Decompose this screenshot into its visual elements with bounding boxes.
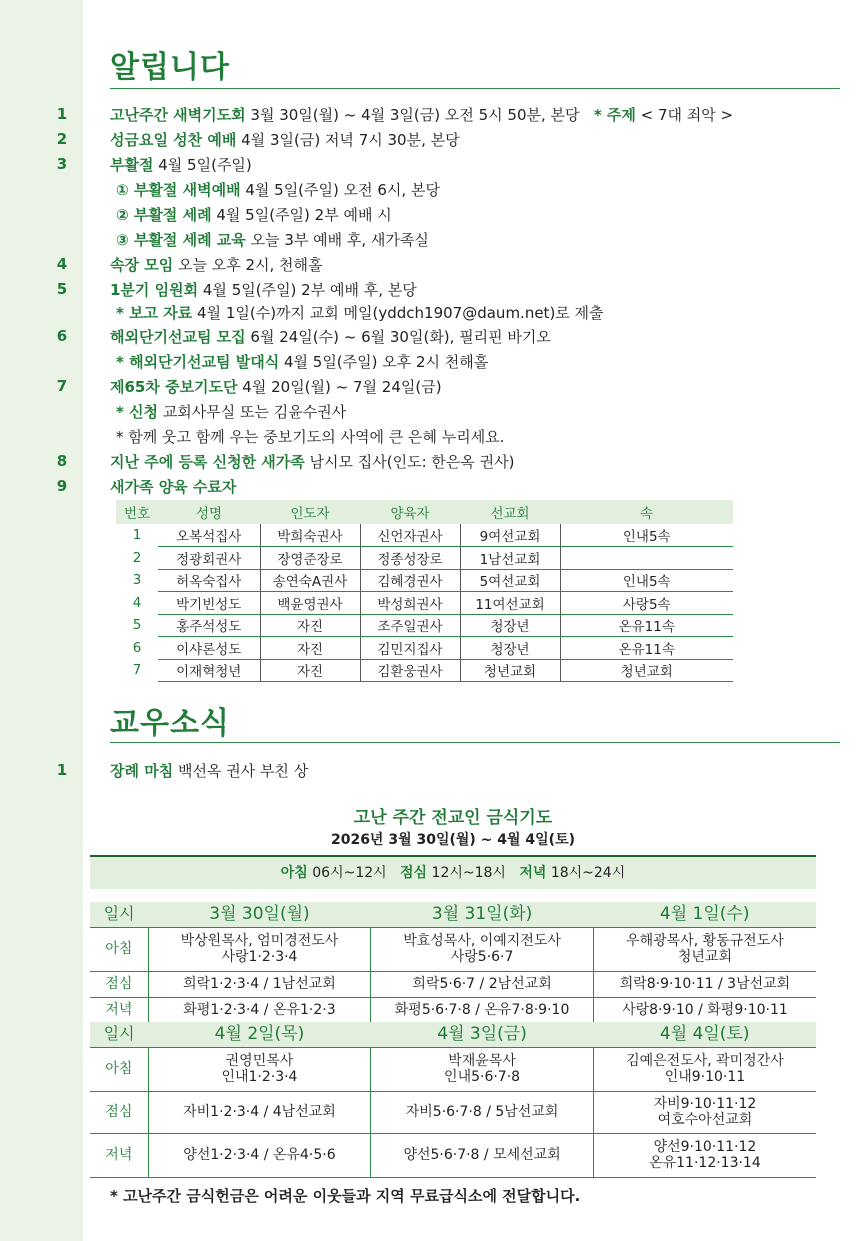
notice-subitem [116,205,392,225]
table-cell: 이재혁청년 [158,659,260,682]
notice-item-body: 오늘 3부 예배 후, 새가족실 [245,231,429,249]
graduates-header-row [116,500,733,524]
schedule-day: 4월 4일(토) [593,1022,816,1047]
table-cell: 허옥숙집사 [158,569,260,592]
schedule-cell-line: 박상원목사, 엄미경전도사 [180,933,339,949]
notice-item-body: 4월 5일(주일) 2부 예배 후, 본당 [198,281,417,299]
notice-item-head: 성금요일 성찬 예배 [110,131,237,149]
notice-item-body: 4월 5일(주일) 오후 2시 천해홀 [279,353,489,371]
graduates-column-header: 속 [560,500,733,524]
notice-item-body: 오늘 오후 2시, 천해홀 [173,256,323,274]
notice-item-body: 4월 5일(주일) [153,156,252,174]
schedule-date-label: 일시 [90,1022,148,1047]
row-number: 7 [132,662,142,679]
table-cell: 이샤론성도 [158,637,260,660]
notice-subitem [116,230,429,250]
notice-item [110,130,460,150]
notice-item-head: ② 부활절 세례 [116,206,212,224]
schedule-cell [371,1091,594,1133]
table-cell: 인내5속 [560,524,733,547]
notice-item-body: 교회사무실 또는 김윤수권사 [158,403,347,421]
notice-item [110,105,733,125]
notice-item [110,327,551,347]
schedule-cell-line: 우해광목사, 황동규전도사 [626,933,784,949]
notice-item-number: 7 [56,377,68,395]
fasting-note: * 고난주간 금식헌금은 어려운 이웃들과 지역 무료급식소에 전달합니다. [110,1187,581,1205]
notice-item-number: 2 [56,130,68,148]
schedule-cell-line: 양선9·10·11·12 [653,1139,757,1155]
table-cell: 정종성장로 [360,547,460,570]
schedule-meal-row [90,927,816,971]
notice-item [110,477,236,497]
schedule-cell [371,1047,594,1091]
notice-item-number: 1 [56,105,68,123]
fasting-title: 고난 주간 전교인 금식기도 [353,808,553,828]
table-cell: 사랑5속 [560,592,733,615]
schedule-meal-label: 저녁 [90,1133,148,1177]
schedule-cell-line: 희락8·9·10·11 / 3남선교회 [619,976,791,992]
table-cell: 박기빈성도 [158,592,260,615]
notice-rule [110,88,840,89]
news-item-head: 장례 마침 [110,762,174,780]
row-number: 6 [132,639,142,656]
table-row [116,569,733,592]
table-cell: 11여선교회 [460,592,560,615]
schedule-cell-line: 박효성목사, 이예지전도사 [403,933,561,949]
schedule-cell [371,1133,594,1177]
table-cell: 자진 [260,659,360,682]
notice-item-head: 지난 주에 등록 신청한 새가족 [110,453,305,471]
schedule-cell-line: 인내1·2·3·4 [221,1069,298,1085]
schedule-cell-line: 사랑5·6·7 [450,949,514,965]
table-row [116,524,733,547]
schedule-cell [593,1091,816,1133]
table-cell: 청장년 [460,637,560,660]
table-cell: 청년교회 [460,659,560,682]
schedule-cell-line: 사랑8·9·10 / 화평9·10·11 [622,1002,788,1018]
notice-item-number: 6 [56,327,68,345]
schedule-cell-line: 화평5·6·7·8 / 온유7·8·9·10 [394,1002,570,1018]
table-cell: 박성희권사 [360,592,460,615]
schedule-meal-label: 점심 [90,971,148,997]
meal-dinner-label: 저녁 [519,865,547,881]
schedule-cell [593,997,816,1023]
schedule-meal-row [90,1047,816,1091]
notice-topic-label: * 주제 [593,106,636,124]
schedule-cell [148,1091,371,1133]
table-cell: 박희숙권사 [260,524,360,547]
fasting-schedule-week1 [90,902,816,1024]
schedule-cell-line: 박재윤목사 [448,1053,516,1069]
row-number: 5 [132,617,142,634]
notice-subitem [116,402,346,422]
meal-dinner-time: 18시~24시 [546,865,626,881]
left-margin-band [0,0,83,1241]
schedule-cell [148,1133,371,1177]
table-cell: 온유11속 [560,637,733,660]
notice-item-head: 1분기 임원회 [110,281,199,299]
schedule-cell-line: 양선1·2·3·4 / 온유4·5·6 [183,1147,336,1163]
schedule-cell-line: 화평1·2·3·4 / 온유1·2·3 [183,1002,336,1018]
graduates-column-header: 양육자 [360,500,460,524]
notice-item-body: 4월 5일(주일) 2부 예배 시 [211,206,392,224]
schedule-meal-row [90,1133,816,1177]
notice-item-head: * 해외단기선교팀 발대식 [116,353,280,371]
notice-item-body: 3월 30일(월) ~ 4월 3일(금) 오전 5시 50분, 본당 [245,106,594,124]
notice-item-head: 고난주간 새벽기도회 [110,106,246,124]
schedule-cell-line: 인내5·6·7·8 [444,1069,521,1085]
row-number: 4 [132,594,142,611]
notice-item-number: 5 [56,280,68,298]
table-cell: 김혜경권사 [360,569,460,592]
schedule-cell-line: 권영민목사 [225,1053,294,1069]
table-cell: 온유11속 [560,614,733,637]
schedule-meal-label: 저녁 [90,997,148,1023]
table-cell [560,547,733,570]
notice-item [110,377,442,397]
graduates-column-header: 성명 [158,500,260,524]
notice-topic-value: < 7대 죄악 > [635,106,734,124]
notice-item-head: * 신청 [116,403,159,421]
notice-item-head: 속장 모임 [110,256,174,274]
schedule-cell [148,997,371,1023]
news-item-number: 1 [56,761,68,779]
schedule-cell [371,927,594,971]
notice-item [110,155,252,175]
meal-morning-label: 아침 [280,865,308,881]
fasting-schedule-week2 [90,1022,816,1178]
schedule-day: 4월 1일(수) [593,902,816,927]
news-title: 교우소식 [110,706,230,741]
schedule-cell-line: 양선5·6·7·8 / 모세선교회 [403,1147,561,1163]
table-cell: 홍주석성도 [158,614,260,637]
notice-item-head: ① 부활절 새벽예배 [116,181,241,199]
news-item-body: 백선옥 권사 부친 상 [173,762,309,780]
meal-morning-time: 06시~12시 [307,865,387,881]
schedule-cell-line: 자비9·10·11·12 [653,1096,757,1112]
schedule-cell [148,927,371,971]
schedule-day: 4월 2일(목) [148,1022,371,1047]
notice-item [110,280,417,300]
notice-subitem [116,180,440,200]
news-item [110,761,308,781]
notice-item-head: 부활절 [110,156,154,174]
notice-item-head: ③ 부활절 세례 교육 [116,231,246,249]
schedule-day: 3월 30일(월) [148,902,371,927]
schedule-cell [593,927,816,971]
table-cell: 1남선교회 [460,547,560,570]
notice-item-number: 4 [56,255,68,273]
row-number: 2 [132,549,142,566]
table-row [116,637,733,660]
schedule-cell [593,971,816,997]
notice-item-body: 남시모 집사(인도: 한은옥 권사) [304,453,515,471]
schedule-cell-line: 김예은전도사, 곽미정간사 [626,1053,784,1069]
notice-subitem [116,427,504,447]
notice-item-head: 제65차 중보기도단 [110,378,238,396]
table-cell: 오복석집사 [158,524,260,547]
notice-item-body: 4월 5일(주일) 오전 6시, 본당 [240,181,440,199]
table-cell: 장영준장로 [260,547,360,570]
fasting-dates: 2026년 3월 30일(월) ~ 4월 4일(토) [330,832,576,848]
schedule-cell [593,1047,816,1091]
notice-item-body: 4월 1일(수)까지 교회 메일(yddch1907@daum.net)로 제출 [192,304,604,322]
notice-subitem [116,303,604,323]
meal-lunch-time: 12시~18시 [427,865,506,881]
schedule-cell-line: 희락5·6·7 / 2남선교회 [412,976,552,992]
schedule-meal-row [90,1091,816,1133]
schedule-cell [371,971,594,997]
schedule-cell [148,1047,371,1091]
schedule-meal-label: 아침 [90,1047,148,1091]
notice-item-number: 9 [56,477,68,495]
notice-title: 알립니다 [110,50,230,85]
table-row [116,614,733,637]
schedule-cell-line: 자비5·6·7·8 / 5남선교회 [405,1104,559,1120]
table-cell: 조주일권사 [360,614,460,637]
schedule-cell [148,971,371,997]
notice-item-body: 4월 20일(월) ~ 7월 24일(금) [237,378,442,396]
table-row [116,592,733,615]
schedule-cell [593,1133,816,1177]
graduates-table [116,500,733,682]
notice-item-body: 6월 24일(수) ~ 6월 30일(화), 필리핀 바기오 [245,328,551,346]
schedule-meal-label: 점심 [90,1091,148,1133]
notice-item-number: 8 [56,452,68,470]
graduates-column-header: 번호 [116,500,158,524]
schedule-day: 3월 31일(화) [371,902,594,927]
table-cell: 김민지집사 [360,637,460,660]
table-cell: 5여선교회 [460,569,560,592]
news-rule [110,742,840,743]
table-cell: 청년교회 [560,659,733,682]
notice-item [110,452,515,472]
graduates-column-header: 인도자 [260,500,360,524]
table-row [116,547,733,570]
schedule-date-row [90,902,816,927]
notice-item-body: * 함께 웃고 함께 우는 중보기도의 사역에 큰 은혜 누리세요. [116,428,505,446]
table-cell: 자진 [260,637,360,660]
schedule-cell-line: 자비1·2·3·4 / 4남선교회 [183,1104,336,1120]
notice-item [110,255,323,275]
table-cell: 정광회권사 [158,547,260,570]
table-cell: 자진 [260,614,360,637]
notice-item-head: * 보고 자료 [116,304,193,322]
table-cell: 김환웅권사 [360,659,460,682]
schedule-cell-line: 온유11·12·13·14 [649,1155,761,1171]
schedule-date-row [90,1022,816,1047]
notice-item-number: 3 [56,155,68,173]
schedule-cell-line: 사랑1·2·3·4 [221,949,298,965]
schedule-date-label: 일시 [90,902,148,927]
schedule-meal-label: 아침 [90,927,148,971]
row-number: 1 [132,527,142,544]
table-cell: 송연숙A권사 [260,569,360,592]
schedule-day: 4월 3일(금) [371,1022,594,1047]
row-number: 3 [132,572,142,589]
table-cell: 신언자권사 [360,524,460,547]
notice-item-head: 해외단기선교팀 모집 [110,328,246,346]
schedule-cell-line: 희락1·2·3·4 / 1남선교회 [183,976,336,992]
notice-item-body: 4월 3일(금) 저녁 7시 30분, 본당 [236,131,460,149]
schedule-cell-line: 여호수아선교회 [657,1112,753,1128]
table-row [116,659,733,682]
schedule-cell-line: 인내9·10·11 [664,1069,746,1085]
schedule-cell [371,997,594,1023]
notice-item-head: 새가족 양육 수료자 [110,478,237,496]
meal-lunch-label: 점심 [400,865,428,881]
schedule-cell-line: 청년교회 [677,949,732,965]
notice-subitem [116,352,488,372]
table-cell: 인내5속 [560,569,733,592]
graduates-column-header: 선교회 [460,500,560,524]
table-cell: 청장년 [460,614,560,637]
schedule-meal-row [90,997,816,1023]
graduates-body [116,524,733,682]
table-cell: 9여선교회 [460,524,560,547]
table-cell: 백윤영권사 [260,592,360,615]
schedule-meal-row [90,971,816,997]
fasting-meal-times [90,857,816,889]
